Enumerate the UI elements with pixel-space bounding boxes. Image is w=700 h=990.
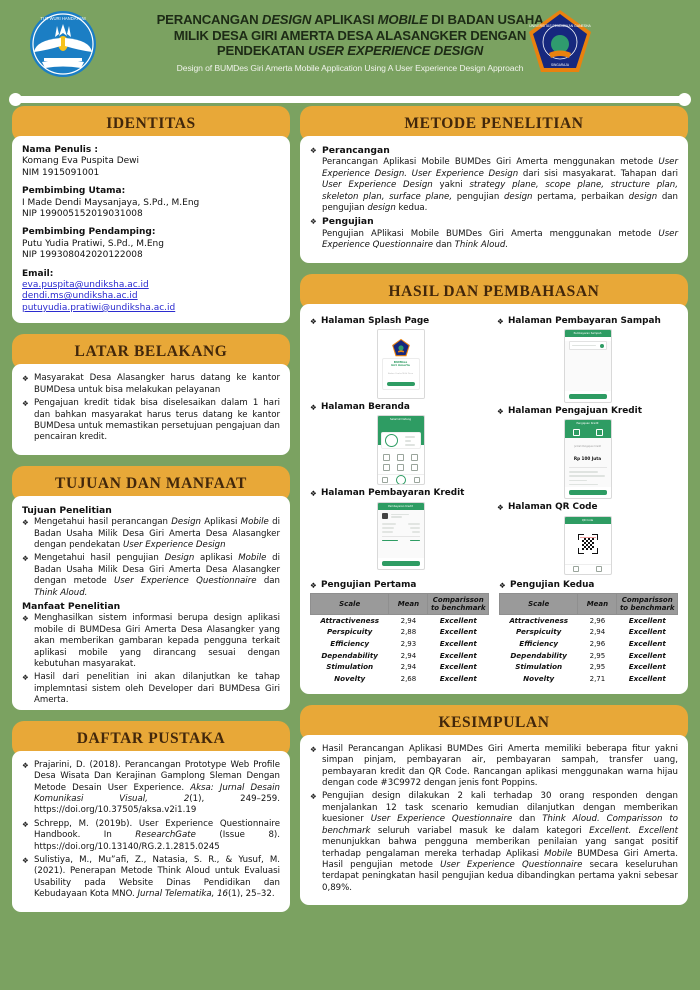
panel-identitas [12,106,290,323]
cell-benchmark: Excellent [628,662,666,672]
qr-code-icon [582,538,594,550]
cell-scale: Dependability [510,650,567,660]
cell-benchmark: Excellent [628,627,666,637]
phone-mock-qr-code [564,516,612,575]
tab-icon-simpan[interactable] [573,429,580,436]
cell-mean: 2,68 [400,674,417,683]
cell-scale: Stimulation [515,662,563,672]
cell-scale: Efficiency [519,638,559,648]
kesimpulan-heading: KESIMPULAN [300,705,688,741]
identitas-value-1: Komang Eva Puspita Dewi [22,156,140,167]
beranda-progress-circle-icon [385,434,398,447]
manfaat-label: Manfaat Penelitian [22,600,121,612]
qr-scanner-area [565,524,611,564]
cell-scale: Attractiveness [509,615,569,625]
identitas-label: Pembimbing Utama: [22,186,126,197]
tut-wuri-handayani-logo [28,6,98,82]
list-item: ❖ Mengetahui hasil perancangan Design Aplikasi Mobile di Badan Usaha Milik Desa Giri Amerta Desa Alasangker dengan pendekatan User Experience Design [22,517,280,551]
latar-belakang-body [12,364,290,454]
left-column [12,106,290,923]
panel-kesimpulan [300,705,688,905]
cell-mean: 2,95 [589,663,606,672]
detail-row [382,527,420,529]
screen-label-pengajuan-kredit: ❖ Halaman Pengajuan Kredit [497,406,678,417]
pembayaran-kredit-titlebar [378,503,424,510]
table-header-row [311,594,489,615]
col-benchmark: Comparisson to benchmark [617,594,678,615]
table-row [500,627,678,639]
svg-text:SINGARAJA: SINGARAJA [550,63,570,67]
email-label: Email: [22,268,54,279]
tujuan-manfaat-body [12,496,290,710]
cell-benchmark: Excellent [439,627,477,637]
metode-body [300,136,688,263]
table-row [311,673,489,685]
identitas-label: Pembimbing Pendamping: [22,227,156,238]
tujuan-label: Tujuan Penelitian [22,504,112,516]
screenshot-column-left [310,313,491,575]
beranda-titlebar-text: Selamat Datang [390,418,411,422]
pembayaran-sampah-continue-button[interactable] [569,394,607,399]
cell-mean: 2,96 [589,616,606,625]
table-row [311,627,489,639]
placeholder-line [391,514,410,516]
email-group [22,269,280,315]
bumdes-logo-icon [391,338,411,358]
identitas-value-2: NIM 1915091001 [22,167,100,178]
screen-pembayaran-kredit-wrap [310,502,491,570]
table-title-kedua: ❖ Pengujian Kedua [499,580,678,591]
contact-picker-icon[interactable] [600,344,604,348]
table-row [311,650,489,662]
panel-latar-belakang [12,334,290,454]
poster-header [0,0,700,92]
title-line-1: PERANCANGAN DESIGN APLIKASI MOBILE DI BADAN USAHA [156,12,544,27]
table-block-pengujian-pertama [310,580,489,685]
splash-card [382,358,420,390]
title-line-2: MILIK DESA GIRI AMERTA DESA ALASANGKER DENGAN [173,27,527,43]
beranda-card-lines [401,433,417,448]
table-row [500,615,678,627]
placeholder-line [569,475,606,477]
email-link-author[interactable]: eva.puspita@undiksha.ac.id [22,280,149,291]
latar-belakang-heading: LATAR BELAKANG [12,334,290,370]
cell-scale: Stimulation [326,662,374,672]
cell-scale: Dependability [321,650,378,660]
poster-columns [0,92,700,923]
screen-qr-code-wrap [497,516,678,575]
table-row [311,638,489,650]
screen-label-beranda: ❖ Halaman Beranda [310,402,491,413]
phone-mock-pengajuan-kredit [564,419,612,499]
phone-mock-beranda [377,415,425,485]
qr-titlebar-text: QR Code [581,518,594,522]
qr-scan-frame-icon [578,534,598,554]
kesimpulan-body [300,735,688,905]
cell-benchmark: Excellent [628,615,666,625]
pembayaran-kredit-titlebar-text: Pembayaran Kredit [388,504,413,508]
table-row [500,673,678,685]
tab-icon-pinjam[interactable] [596,429,603,436]
email-link-supervisor-2[interactable]: putuyudia.pratiwi@undiksha.ac.id [22,302,176,313]
screen-pembayaran-sampah-wrap [497,329,678,403]
daftar-pustaka-body [12,751,290,912]
list-item: ❖ Pengujian design dilakukan 2 kali terhadap 30 orang responden dengan menjalankan 12 task scenario kemudian dilanjutkan dengan memberikan kuesioner User Experience Questionnaire dan Think Aloud. Comparisson to benchmark seluruh variabel masuk ke dalam kategori Excellent. Excellent menunjukkan bahwa pengguna memberikan penilaian yang sangat positif terhadap pengalaman mereka terhadap Aplikasi Mobile BUMDesa Giri Amerta. Hasil pengujian metode User Experience Questionnaire secara keseluruhan terdapat peningkatan hasil pengujian kedua dibandingkan pertama yakni sebesar 0,89%. [310,791,678,894]
cell-benchmark: Excellent [439,638,477,648]
menu-icon-simpan-pinjam[interactable] [382,454,393,461]
cell-benchmark: Excellent [439,673,477,683]
daftar-pustaka-heading: DAFTAR PUSTAKA [12,721,290,757]
metode-item-label: Pengujian [322,216,374,228]
rule-dot-right [678,93,691,106]
table-pengujian-kedua [499,593,678,685]
total-row [382,540,420,542]
pengajuan-kredit-body [565,438,611,487]
poster-subtitle: Design of BUMDes Giri Amerta Mobile Application Using A User Experience Design Approach [176,62,524,73]
input-placeholder-line [572,345,596,347]
table-row [311,615,489,627]
identitas-heading: IDENTITAS [12,106,290,142]
menu-icon-pembayaran-air[interactable] [395,454,406,461]
screen-label-pembayaran-sampah: ❖ Halaman Pembayaran Sampah [497,316,678,327]
cell-mean: 2,94 [400,616,417,625]
pengajuan-kredit-amount-value: Rp 100 Juta [573,455,602,461]
list-item: ❖ Pengajuan kredit tidak bisa diselesaikan dalam 1 hari dan bahkan masyarakat harus terus datang ke kantor BUMDesa untuk memastikan persetujuan pengajuan dan pencairan kredit. [22,398,280,444]
metode-item-label: Perancangan [322,145,390,156]
qr-titlebar [565,517,611,524]
table-pengujian-pertama [310,593,489,685]
nav-scan-icon[interactable] [573,566,579,572]
universitas-pendidikan-ganesha-logo [525,6,595,82]
list-item: ❖ Hasil dari penelitian ini akan dilanjutkan ke tahap implemntasi sistem oleh Developer dari BUMDesa Giri Amerta. [22,672,280,706]
menu-icon-qr-code[interactable] [409,464,420,471]
splash-continue-button[interactable] [387,382,415,386]
metode-list [310,145,678,252]
cell-benchmark: Excellent [628,650,666,660]
divider [382,536,420,537]
table-row [500,650,678,662]
beranda-balance-card [381,432,421,449]
table-title-pertama: ❖ Pengujian Pertama [310,580,489,591]
poster-title-block [135,0,565,73]
list-item [310,145,678,214]
pembayaran-sampah-titlebar-text: Pembayaran Sampah [573,331,602,335]
pengajuan-kredit-titlebar-text: Pengajuan Kredit [576,422,599,426]
account-avatar-icon [382,513,388,519]
table-row [311,662,489,674]
identitas-group [22,227,280,261]
header-divider-rule [14,96,686,103]
tujuan-list [22,517,280,599]
cell-mean: 2,93 [400,639,417,648]
cell-scale: Perspicuity [515,627,562,637]
email-link-supervisor-1[interactable]: dendi.ms@undiksha.ac.id [22,291,138,302]
menu-icon-pembayaran-kredit[interactable] [395,464,406,471]
cell-scale: Attractiveness [320,615,380,625]
pembayaran-kredit-pay-button[interactable] [382,561,420,566]
cell-mean: 2,88 [400,628,417,637]
pembayaran-sampah-body [565,341,611,391]
cell-scale: Efficiency [330,638,370,648]
col-mean: Mean [389,594,428,615]
identitas-label: Nama Penulis : [22,145,98,155]
tujuan-manfaat-heading: TUJUAN DAN MANFAAT [12,466,290,502]
svg-text:TUT WURI HANDAYANI: TUT WURI HANDAYANI [40,16,86,21]
screenshot-column-right [497,313,678,575]
list-item: ❖ Sulistiya, M., Mu”afi, Z., Natasia, S. R., & Yusuf, M. (2021). Penerapan Metode Think Aloud untuk Evaluasi Usability pada Website Dinas Pendidikan dan Kebudayaan Kota MNO. Jurnal Telematika, 16(1), 25–32. [22,855,280,901]
identitas-group [22,186,280,220]
kesimpulan-list [310,744,678,894]
beranda-titlebar [378,416,424,423]
placeholder-line [569,471,599,473]
col-scale: Scale [311,594,389,615]
pengajuan-kredit-amount-caption: Jumlah Pengajuan Kredit [574,445,601,449]
panel-metode-penelitian [300,106,688,263]
cell-mean: 2,96 [589,639,606,648]
table-row [500,662,678,674]
screen-pengajuan-kredit-wrap [497,419,678,499]
identitas-body [12,136,290,323]
metode-heading: METODE PENELITIAN [300,106,688,142]
splash-app-name-line2: Giri Amerta [391,363,410,368]
detail-row [382,531,420,533]
nav-scan-icon[interactable] [396,475,406,485]
beranda-hero [378,423,424,445]
list-item: ❖ Schrepp, M. (2019b). User Experience Questionnaire Handbook. In ResearchGate (Issue 8). https://doi.org/10.13140/RG.2.1.2815.0245 [22,819,280,853]
nav-profile-icon[interactable] [414,477,420,483]
cell-benchmark: Excellent [439,662,477,672]
placeholder-line [405,444,415,446]
placeholder-line [569,484,599,486]
svg-text:UNIVERSITAS PENDIDIKAN GANESHA: UNIVERSITAS PENDIDIKAN GANESHA [529,24,591,28]
divider [569,467,607,468]
panel-hasil-pembahasan [300,274,688,694]
detail-row [382,523,420,525]
col-benchmark: Comparisson to benchmark [428,594,489,615]
placeholder-line [569,480,587,482]
cell-benchmark: Excellent [628,638,666,648]
pengajuan-kredit-titlebar [565,420,611,427]
splash-tagline: Badan Usaha Milik Desa [387,372,414,375]
placeholder-line [391,516,403,518]
list-item [310,216,678,251]
splash-screen [378,330,424,398]
hasil-body [300,304,688,694]
metode-item-text: Perancangan Aplikasi Mobile BUMDes Giri Amerta menggunakan metode User Experience Design. User Experience Design dari sisi masyakarat. Tahapan dari User Experience Design yakni strategy plane, scope plane, structure plan, skeleton plan, surface plane, pengujian design pertama, perbaikan design dan pengujian design kedua. [322,157,679,214]
table-block-pengujian-kedua [499,580,678,685]
title-line-3: PENDEKATAN USER EXPERIENCE DESIGN [216,43,484,58]
screen-splash-wrap [310,329,491,399]
identitas-group [22,145,280,179]
identitas-value-1: Putu Yudia Pratiwi, S.Pd., M.Eng [22,238,164,249]
screen-label-pembayaran-kredit: ❖ Halaman Pembayaran Kredit [310,488,491,499]
hasil-heading: HASIL DAN PEMBAHASAN [300,274,688,310]
list-item: ❖ Menghasilkan sistem informasi berupa design aplikasi mobile di BUMDesa Giri Amerta Desa Alasangker yang akan memberikan gambaran kepada pengguna terkait aplikasi mobile yang dirancang sesuai dengan kebutuhan masyarakat. [22,613,280,670]
list-item: ❖ Masyarakat Desa Alasangker harus datang ke kantor BUMDesa untuk bisa melakukan pelayanan [22,373,280,396]
table-header-row [500,594,678,615]
reference-list [22,760,280,901]
cell-benchmark: Excellent [439,650,477,660]
metode-item-text: Pengujian APlikasi Mobile BUMDes Giri Amerta menggunakan metode User Experience Questionnaire dan Think Aloud. [322,228,678,251]
list-item: ❖ Prajarini, D. (2018). Perancangan Prototype Web Profile Desa Wisata Dan Kerajinan Gamplong Sleman Dengan Metode Desain User Experience. Aksa: Jurnal Desain Komunikasi Visual, 2(1), 249–259. https://doi.org/10.37505/aksa.v2i1.19 [22,760,280,817]
cell-benchmark: Excellent [628,673,666,683]
cell-mean: 2,95 [589,651,606,660]
phone-mock-splash [377,329,425,399]
pengajuan-kredit-submit-button[interactable] [569,490,607,495]
screen-label-qr-code: ❖ Halaman QR Code [497,502,678,513]
cell-scale: Novelty [523,673,555,683]
manfaat-list [22,613,280,706]
table-row [500,638,678,650]
identitas-value-1: I Made Dendi Maysanjaya, S.Pd., M.Eng [22,197,200,208]
cell-benchmark: Excellent [439,615,477,625]
cell-mean: 2,94 [400,651,417,660]
nav-home-icon[interactable] [382,477,388,483]
nomor-pelanggan-input[interactable] [569,341,607,350]
cell-mean: 2,71 [589,674,606,683]
pembayaran-kredit-body [378,510,424,558]
rule-dot-left [9,93,22,106]
menu-icon-pembayaran-sampah[interactable] [409,454,420,461]
cell-scale: Perspicuity [326,627,373,637]
cell-scale: Novelty [334,673,366,683]
panel-tujuan-manfaat [12,466,290,710]
beranda-menu-grid [378,445,424,474]
menu-icon-transfer-uang[interactable] [382,464,393,471]
latar-belakang-list [22,373,280,443]
list-item: ❖ Hasil Perancangan Aplikasi BUMDes Giri Amerta memiliki beberapa fitur yakni simpan pinjam, pembayaran air, pembayaran sampah, transfer uang, pembayaran kredit dan QR Code. Rancangan aplikasi menggunakan warna hijau dengan code #3C9972 dengan jenis font Poppins. [310,744,678,790]
screen-beranda-wrap [310,415,491,485]
placeholder-line [405,440,411,442]
phone-mock-pembayaran-sampah [564,329,612,403]
splash-app-name-line1: BUMDes [393,359,408,364]
placeholder-line [405,436,415,438]
results-tables [310,580,678,685]
identitas-value-2: NIP 199308042020122008 [22,250,143,261]
identitas-value-2: NIP 199005152019031008 [22,209,143,220]
screen-label-splash: ❖ Halaman Splash Page [310,316,491,327]
qr-bottom-nav [565,564,611,574]
right-column [300,106,688,923]
cell-mean: 2,94 [400,663,417,672]
panel-daftar-pustaka [12,721,290,912]
col-scale: Scale [500,594,578,615]
col-mean: Mean [578,594,617,615]
list-item: ❖ Mengetahui hasil pengujian Design aplikasi Mobile di Badan Usaha Milik Desa Giri Amerta Desa Alasangker dengan metode User Experience Questionnaire dan Think Aloud. [22,553,280,599]
pembayaran-sampah-titlebar [565,330,611,337]
phone-mock-pembayaran-kredit [377,502,425,570]
beranda-bottom-nav [378,474,424,484]
screenshot-grid [310,313,678,575]
cell-mean: 2,94 [589,628,606,637]
nav-gallery-icon[interactable] [596,566,602,572]
